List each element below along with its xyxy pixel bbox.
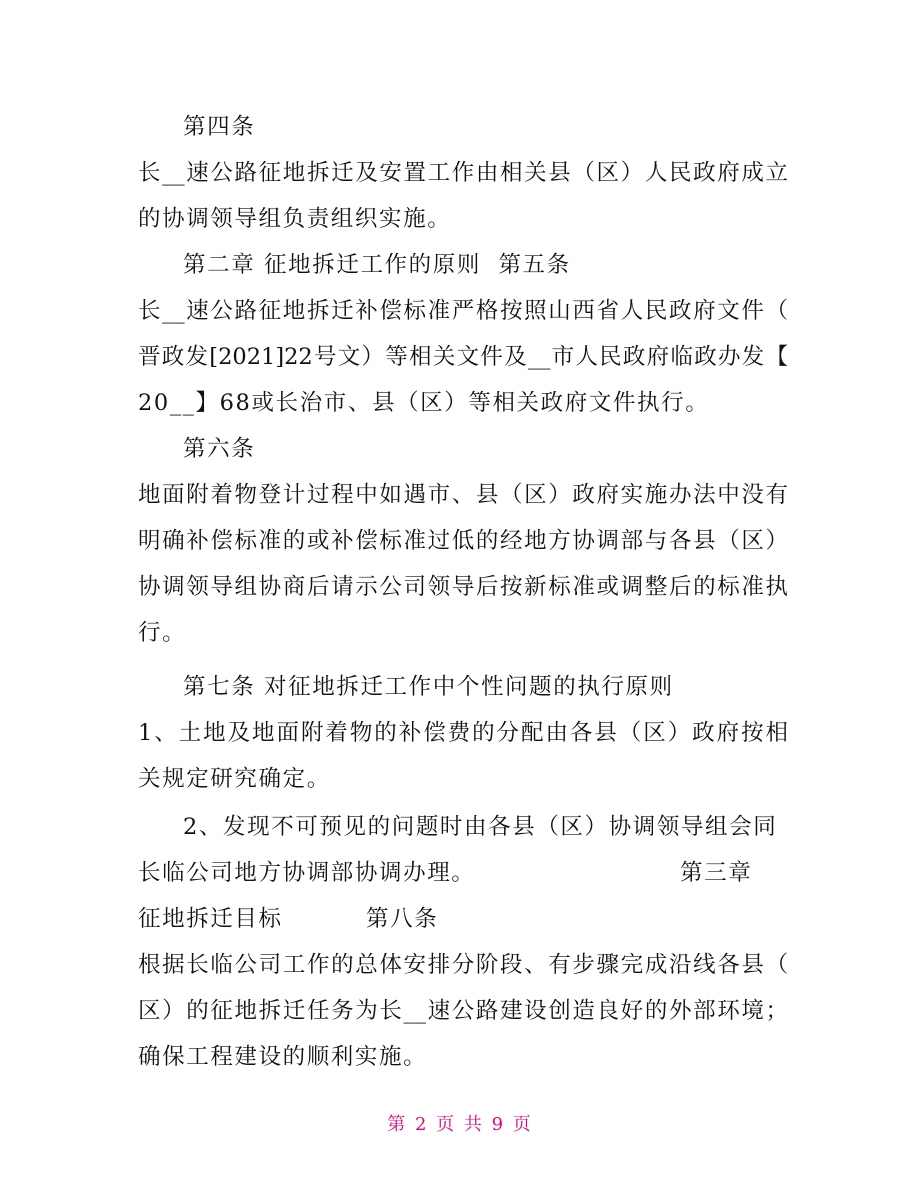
article-4-heading: 第四条 — [183, 114, 256, 140]
article-6-text-line-4: 行。 — [138, 620, 187, 646]
article-6-text-line-1: 地面附着物登计过程中如遇市、县（区）政府实施办法中没有 — [138, 482, 788, 508]
article-7-item-2-line-1: 2、发现不可预见的问题时由各县（区）协调领导组会同 — [183, 814, 778, 840]
article-5-text-line-3: 20__】68或长治市、县（区）等相关政府文件执行。 — [138, 390, 710, 416]
article-4-text-line-1: 长__速公路征地拆迁及安置工作由相关县（区）人民政府成立 — [138, 160, 788, 186]
article-8-text-line-1: 根据长临公司工作的总体安排分阶段、有步骤完成沿线各县（ — [138, 952, 788, 978]
article-8-heading: 第八条 — [366, 906, 439, 932]
page-number-footer: 第 2 页 共 9 页 — [387, 1114, 533, 1135]
article-7-heading: 第七条 对征地拆迁工作中个性问题的执行原则 — [183, 674, 674, 700]
article-6-text-line-3: 协调领导组协商后请示公司领导后按新标准或调整后的标准执 — [138, 574, 788, 600]
article-5-text-line-1: 长__速公路征地拆迁补偿标准严格按照山西省人民政府文件（ — [138, 298, 788, 324]
article-6-heading: 第六条 — [183, 436, 256, 462]
chapter-2-heading: 第二章 征地拆迁工作的原则 第五条 — [183, 252, 571, 278]
article-4-text-line-2: 的协调领导组负责组织实施。 — [138, 206, 452, 232]
article-7-item-1-line-1: 1、土地及地面附着物的补偿费的分配由各县（区）政府按相 — [138, 720, 788, 746]
article-5-text-line-2: 晋政发[2021]22号文）等相关文件及__市人民政府临政办发【 — [138, 344, 788, 370]
article-7-item-1-line-2: 关规定研究确定。 — [138, 766, 331, 792]
article-8-text-line-2: 区）的征地拆迁任务为长__速公路建设创造良好的外部环境； — [138, 998, 788, 1024]
chapter-3-heading: 第三章 — [680, 860, 753, 886]
article-6-text-line-2: 明确补偿标准的或补偿标准过低的经地方协调部与各县（区） — [138, 528, 788, 554]
article-8-text-line-3: 确保工程建设的顺利实施。 — [138, 1044, 428, 1070]
article-7-item-2-line-2: 长临公司地方协调部协调办理。 — [138, 860, 476, 886]
chapter-3-title: 征地拆迁目标 — [138, 906, 283, 932]
